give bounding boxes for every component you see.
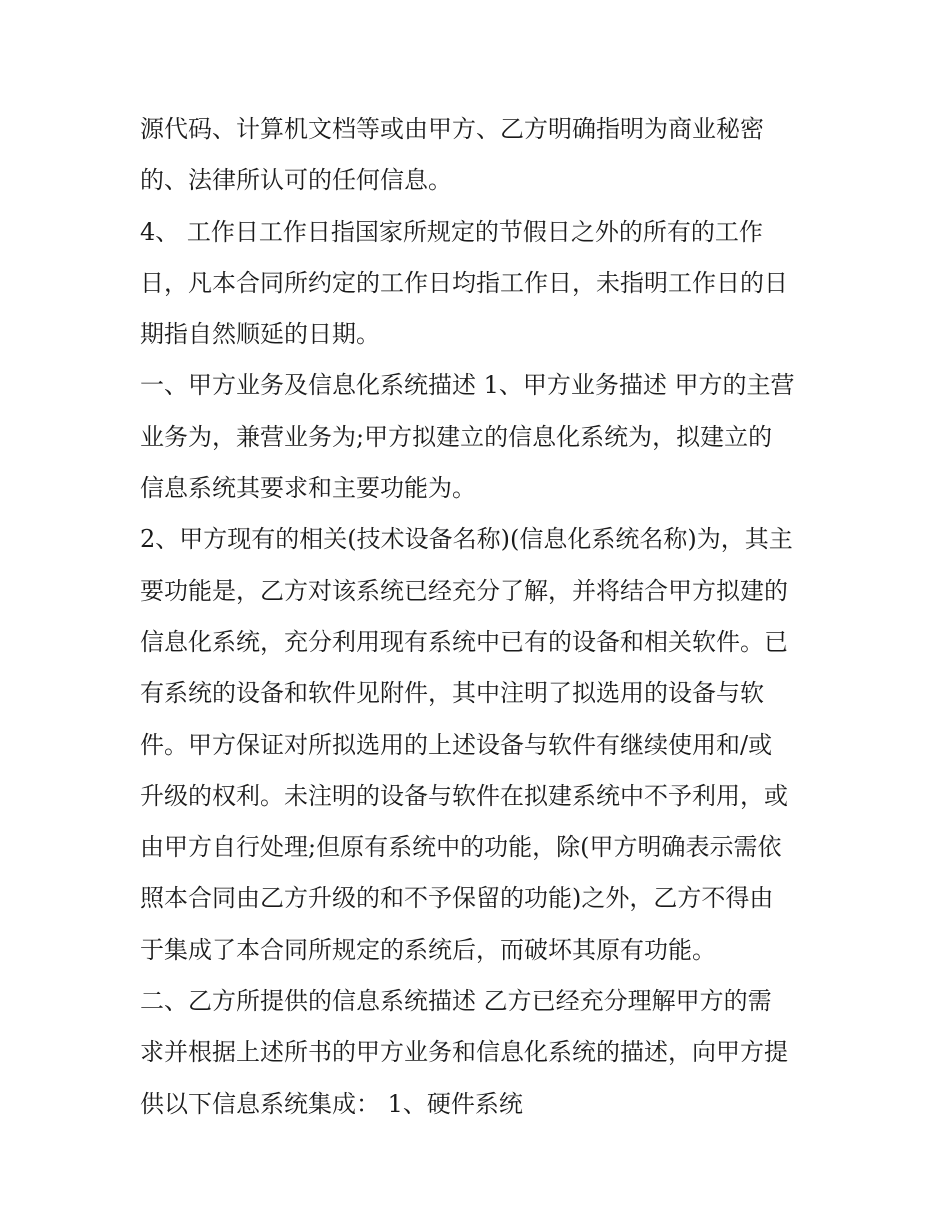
text-line: 有系统的设备和软件见附件，其中注明了拟选用的设备与软 [140, 679, 764, 708]
text-line: 由甲方自行处理;但原有系统中的功能，除(甲方明确表示需依 [140, 833, 782, 862]
text-line: 求并根据上述所书的甲方业务和信息化系统的描述，向甲方提 [140, 1038, 788, 1067]
text-line: 一、甲方业务及信息化系统描述 1、甲方业务描述 甲方的主营 [140, 371, 795, 400]
text-line: 的、法律所认可的任何信息。 [140, 166, 452, 195]
text-line: 件。甲方保证对所拟选用的上述设备与软件有继续使用和/或 [140, 730, 773, 759]
text-line: 2、甲方现有的相关(技术设备名称)(信息化系统名称)为，其主 [140, 525, 793, 554]
text-line: 二、乙方所提供的信息系统描述 乙方已经充分理解甲方的需 [140, 987, 772, 1016]
document-body [140, 104, 820, 1130]
text-line: 源代码、计算机文档等或由甲方、乙方明确指明为商业秘密 [140, 115, 764, 143]
text-line: 日，凡本合同所约定的工作日均指工作日，未指明工作日的日 [140, 268, 788, 297]
text-line: 要功能是，乙方对该系统已经充分了解，并将结合甲方拟建的 [140, 576, 788, 605]
text-line: 供以下信息系统集成： 1、硬件系统 [140, 1089, 523, 1118]
text-line: 信息化系统，充分利用现有系统中已有的设备和相关软件。已 [140, 627, 788, 656]
text-line: 信息系统其要求和主要功能为。 [140, 474, 476, 503]
text-line: 4、 工作日工作日指国家所规定的节假日之外的所有的工作 [140, 217, 763, 246]
text-line: 于集成了本合同所规定的系统后，而破坏其原有功能。 [140, 935, 716, 964]
text-line: 照本合同由乙方升级的和不予保留的功能)之外，乙方不得由 [140, 884, 774, 913]
text-line: 业务为，兼营业务为;甲方拟建立的信息化系统为，拟建立的 [140, 422, 773, 451]
text-line: 期指自然顺延的日期。 [140, 320, 380, 349]
text-line: 升级的权利。未注明的设备与软件在拟建系统中不予利用，或 [140, 781, 788, 810]
